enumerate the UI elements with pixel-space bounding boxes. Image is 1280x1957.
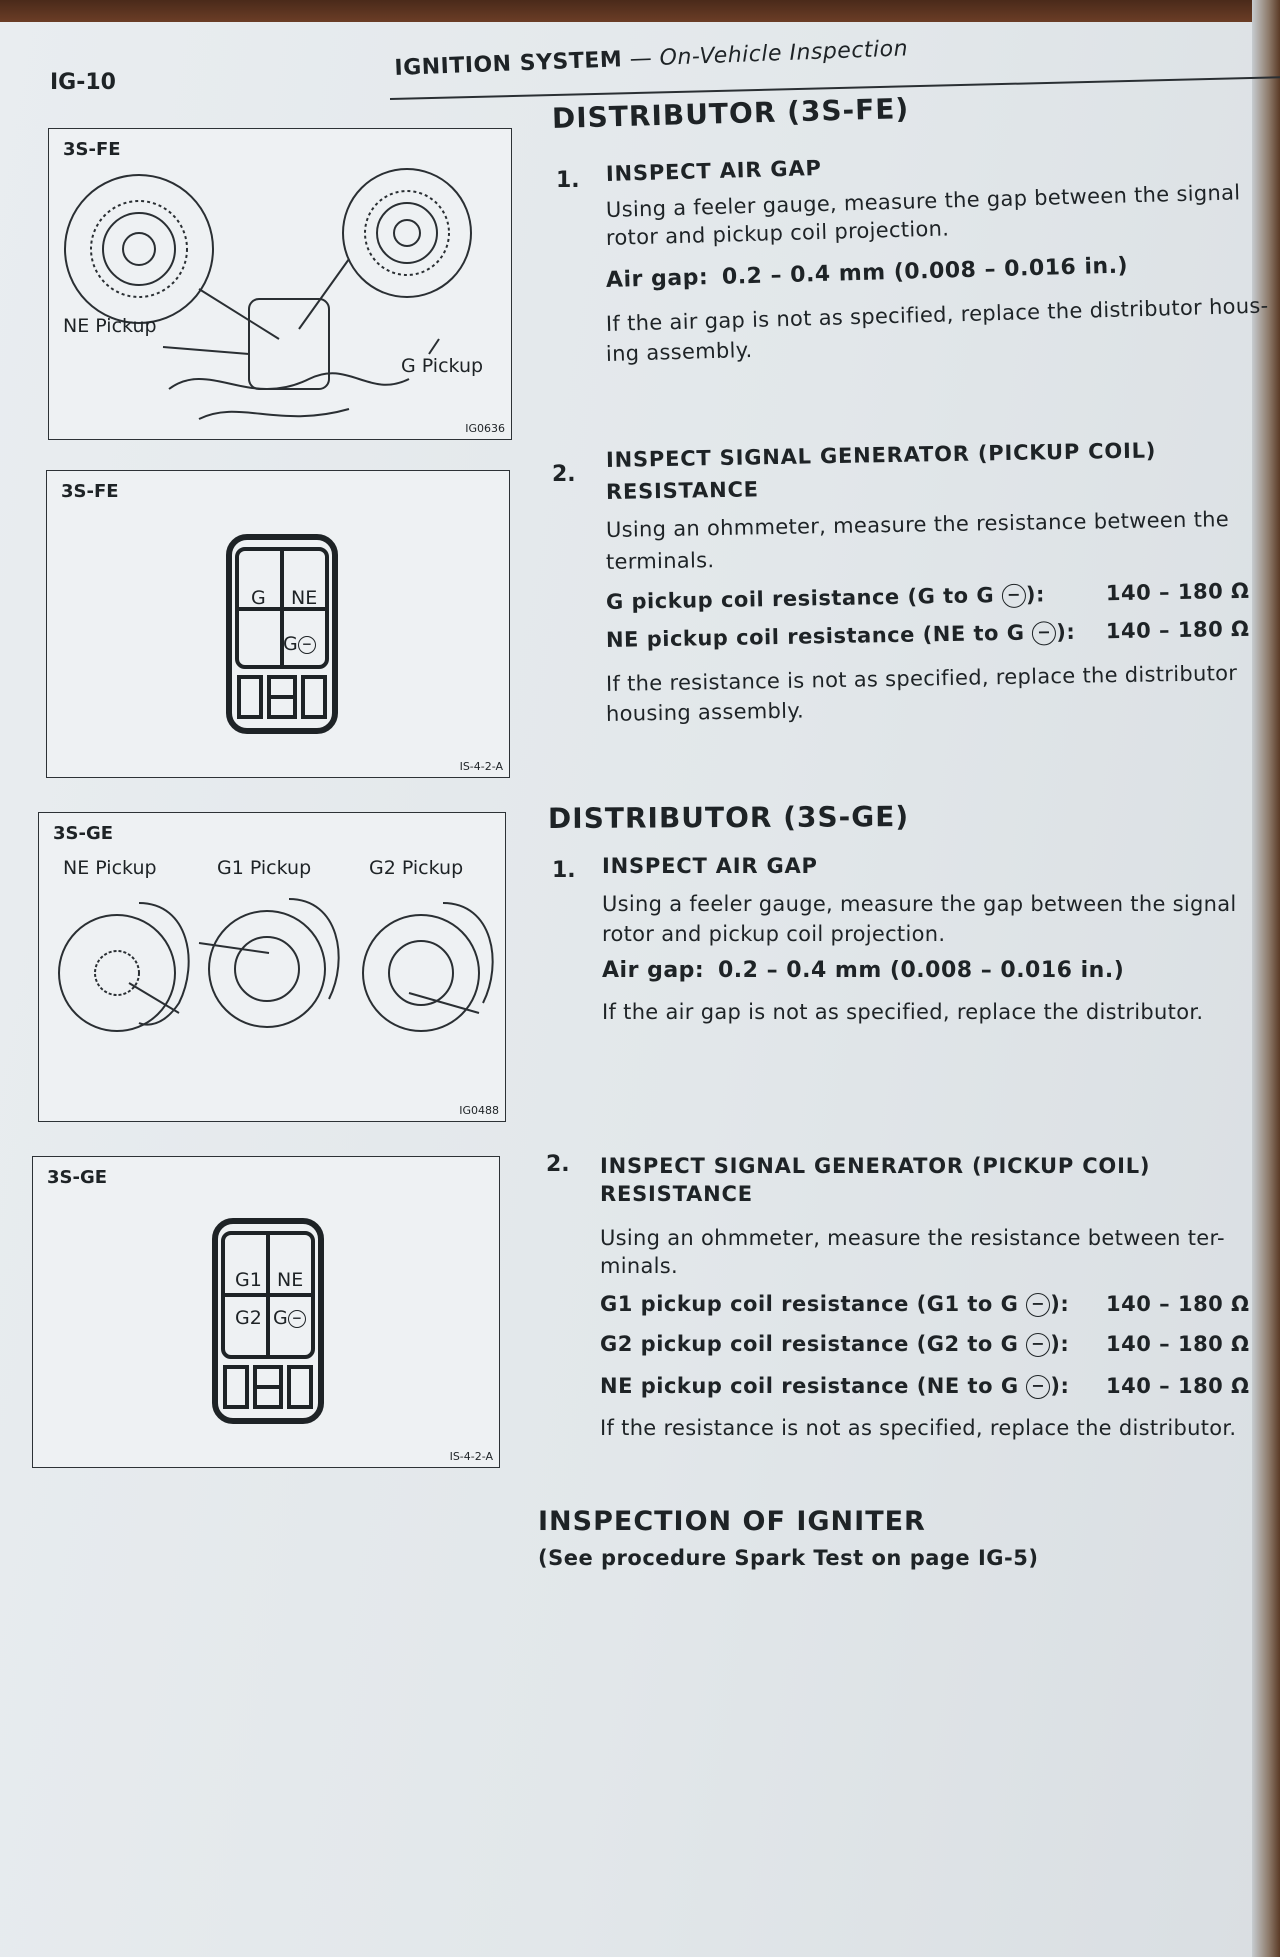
step-title: RESISTANCE (605, 477, 760, 504)
figure-3sfe-distributor (48, 128, 512, 440)
paragraph-line: Using a feeler gauge, measure the gap between the signal (602, 892, 1237, 916)
terminal-g: G (251, 587, 266, 609)
step-number: 2. (546, 1152, 570, 1177)
step-title: INSPECT SIGNAL GENERATOR (PICKUP COIL) (600, 1154, 1151, 1178)
igniter-reference: (See procedure Spark Test on page IG-5) (538, 1546, 1039, 1570)
terminal-ne: NE (277, 1269, 304, 1291)
figure-tag: 3S-FE (61, 481, 119, 502)
paragraph-line: Using an ohmmeter, measure the resistance between ter- (600, 1226, 1225, 1250)
terminal-ne: NE (291, 587, 318, 609)
paragraph-line: terminals. (605, 548, 715, 574)
figure-code: IS-4-2-A (449, 1450, 493, 1463)
spec-g2-pickup (600, 1332, 1250, 1357)
page-number: IG-10 (50, 70, 116, 95)
figure-code: IG0636 (465, 422, 505, 435)
figure-code: IS-4-2-A (459, 760, 503, 773)
spec-g-pickup (605, 578, 1250, 615)
minus-icon: − (1026, 1333, 1050, 1357)
paragraph-line: If the resistance is not as specified, replace the distributor. (600, 1416, 1237, 1440)
spec-label-close: ): (1025, 582, 1046, 607)
paragraph-line: rotor and pickup coil projection. (602, 922, 946, 946)
terminal-g1: G1 (235, 1269, 262, 1291)
spec-value: 140 – 180 Ω (1105, 578, 1250, 606)
spec-g1-pickup (600, 1292, 1250, 1317)
paragraph-line: Using an ohmmeter, measure the resistance between the (605, 507, 1230, 542)
step-title: INSPECT AIR GAP (605, 155, 822, 186)
spec-label-close: ): (1050, 1292, 1070, 1316)
g2-pickup-label: G2 Pickup (369, 857, 464, 879)
spec-label-close: ): (1050, 1332, 1070, 1356)
spec-air-gap (606, 250, 1246, 293)
spec-value: 0.2 – 0.4 mm (0.008 – 0.016 in.) (718, 958, 1125, 983)
spec-label: NE pickup coil resistance (NE to G (605, 620, 1025, 652)
spec-value: 140 – 180 Ω (1106, 1332, 1250, 1356)
terminal-g2: G2 (235, 1307, 262, 1329)
step-number: 2. (552, 462, 576, 487)
terminal-g-minus-letter: G (273, 1307, 288, 1329)
spec-label: Air gap: (605, 265, 709, 293)
figure-code: IG0488 (459, 1104, 499, 1117)
terminal-g-minus (283, 633, 316, 655)
step-title: INSPECT SIGNAL GENERATOR (PICKUP COIL) (605, 438, 1157, 472)
step-number: 1. (552, 858, 576, 883)
spec-value: 140 – 180 Ω (1106, 1292, 1250, 1316)
step-title: INSPECT AIR GAP (602, 854, 818, 878)
connector-illustration (47, 471, 509, 777)
spec-ne-pickup (600, 1374, 1250, 1399)
spec-label-close: ): (1050, 1374, 1070, 1398)
minus-icon: − (1002, 584, 1026, 608)
figure-3sfe-connector (46, 470, 510, 778)
paragraph-line: rotor and pickup coil projection. (605, 216, 950, 250)
minus-icon: − (1026, 1293, 1050, 1317)
g1-pickup-label: G1 Pickup (217, 857, 312, 879)
section-title-3sge: DISTRIBUTOR (3S-GE) (547, 800, 910, 835)
ne-pickup-label: NE Pickup (63, 857, 157, 879)
step-number: 1. (556, 168, 580, 193)
paragraph-line: If the resistance is not as specified, replace the distributor (605, 660, 1238, 696)
spec-value: 140 – 180 Ω (1105, 616, 1250, 644)
step-title: RESISTANCE (600, 1182, 753, 1206)
ne-rotor-circle (65, 175, 213, 323)
header-title-sub: On-Vehicle Inspection (659, 36, 909, 71)
minus-icon: − (288, 1310, 306, 1328)
distributor-illustration (49, 129, 511, 439)
minus-icon: − (1032, 621, 1056, 645)
figure-tag: 3S-GE (53, 823, 114, 844)
figure-3sge-pickups (38, 812, 506, 1122)
spec-air-gap (602, 958, 1242, 983)
table-edge-top (0, 0, 1280, 22)
paragraph-line: minals. (600, 1254, 679, 1278)
spec-label: G pickup coil resistance (G to G (605, 583, 995, 614)
page-header (50, 36, 1240, 100)
ne-pickup-label: NE Pickup (63, 315, 157, 337)
paragraph-line: Using a feeler gauge, measure the gap between the signal (605, 180, 1241, 222)
spec-value: 140 – 180 Ω (1106, 1374, 1250, 1398)
section-title-3sfe: DISTRIBUTOR (3S-FE) (551, 92, 910, 135)
spec-label-close: ): (1056, 619, 1076, 645)
spec-value: 0.2 – 0.4 mm (0.008 – 0.016 in.) (721, 253, 1129, 290)
header-title-dash: — (629, 46, 653, 72)
connector-illustration (33, 1157, 499, 1467)
g-rotor-circle (343, 169, 471, 297)
figure-tag: 3S-GE (47, 1167, 108, 1188)
figure-tag: 3S-FE (63, 139, 121, 160)
paragraph-line: If the air gap is not as specified, replace the distributor. (602, 1000, 1204, 1024)
terminal-g-minus-letter: G (283, 633, 298, 655)
spec-label: G1 pickup coil resistance (G1 to G (600, 1292, 1019, 1316)
spec-label: Air gap: (602, 958, 705, 983)
paragraph-line: If the air gap is not as specified, replace the distributor hous- (605, 293, 1269, 336)
header-title-main: IGNITION SYSTEM (394, 47, 623, 81)
paragraph-line: ing assembly. (605, 337, 753, 366)
section-title-igniter: INSPECTION OF IGNITER (538, 1506, 926, 1537)
minus-icon: − (298, 636, 316, 654)
paragraph-line: housing assembly. (605, 698, 805, 726)
minus-icon: − (1026, 1375, 1050, 1399)
header-title (394, 36, 908, 81)
spec-label: G2 pickup coil resistance (G2 to G (600, 1332, 1019, 1356)
spec-label: NE pickup coil resistance (NE to G (600, 1374, 1019, 1398)
terminal-g-minus (273, 1307, 306, 1329)
figure-3sge-connector (32, 1156, 500, 1468)
g-pickup-label: G Pickup (401, 355, 484, 377)
spec-ne-pickup (605, 616, 1250, 653)
